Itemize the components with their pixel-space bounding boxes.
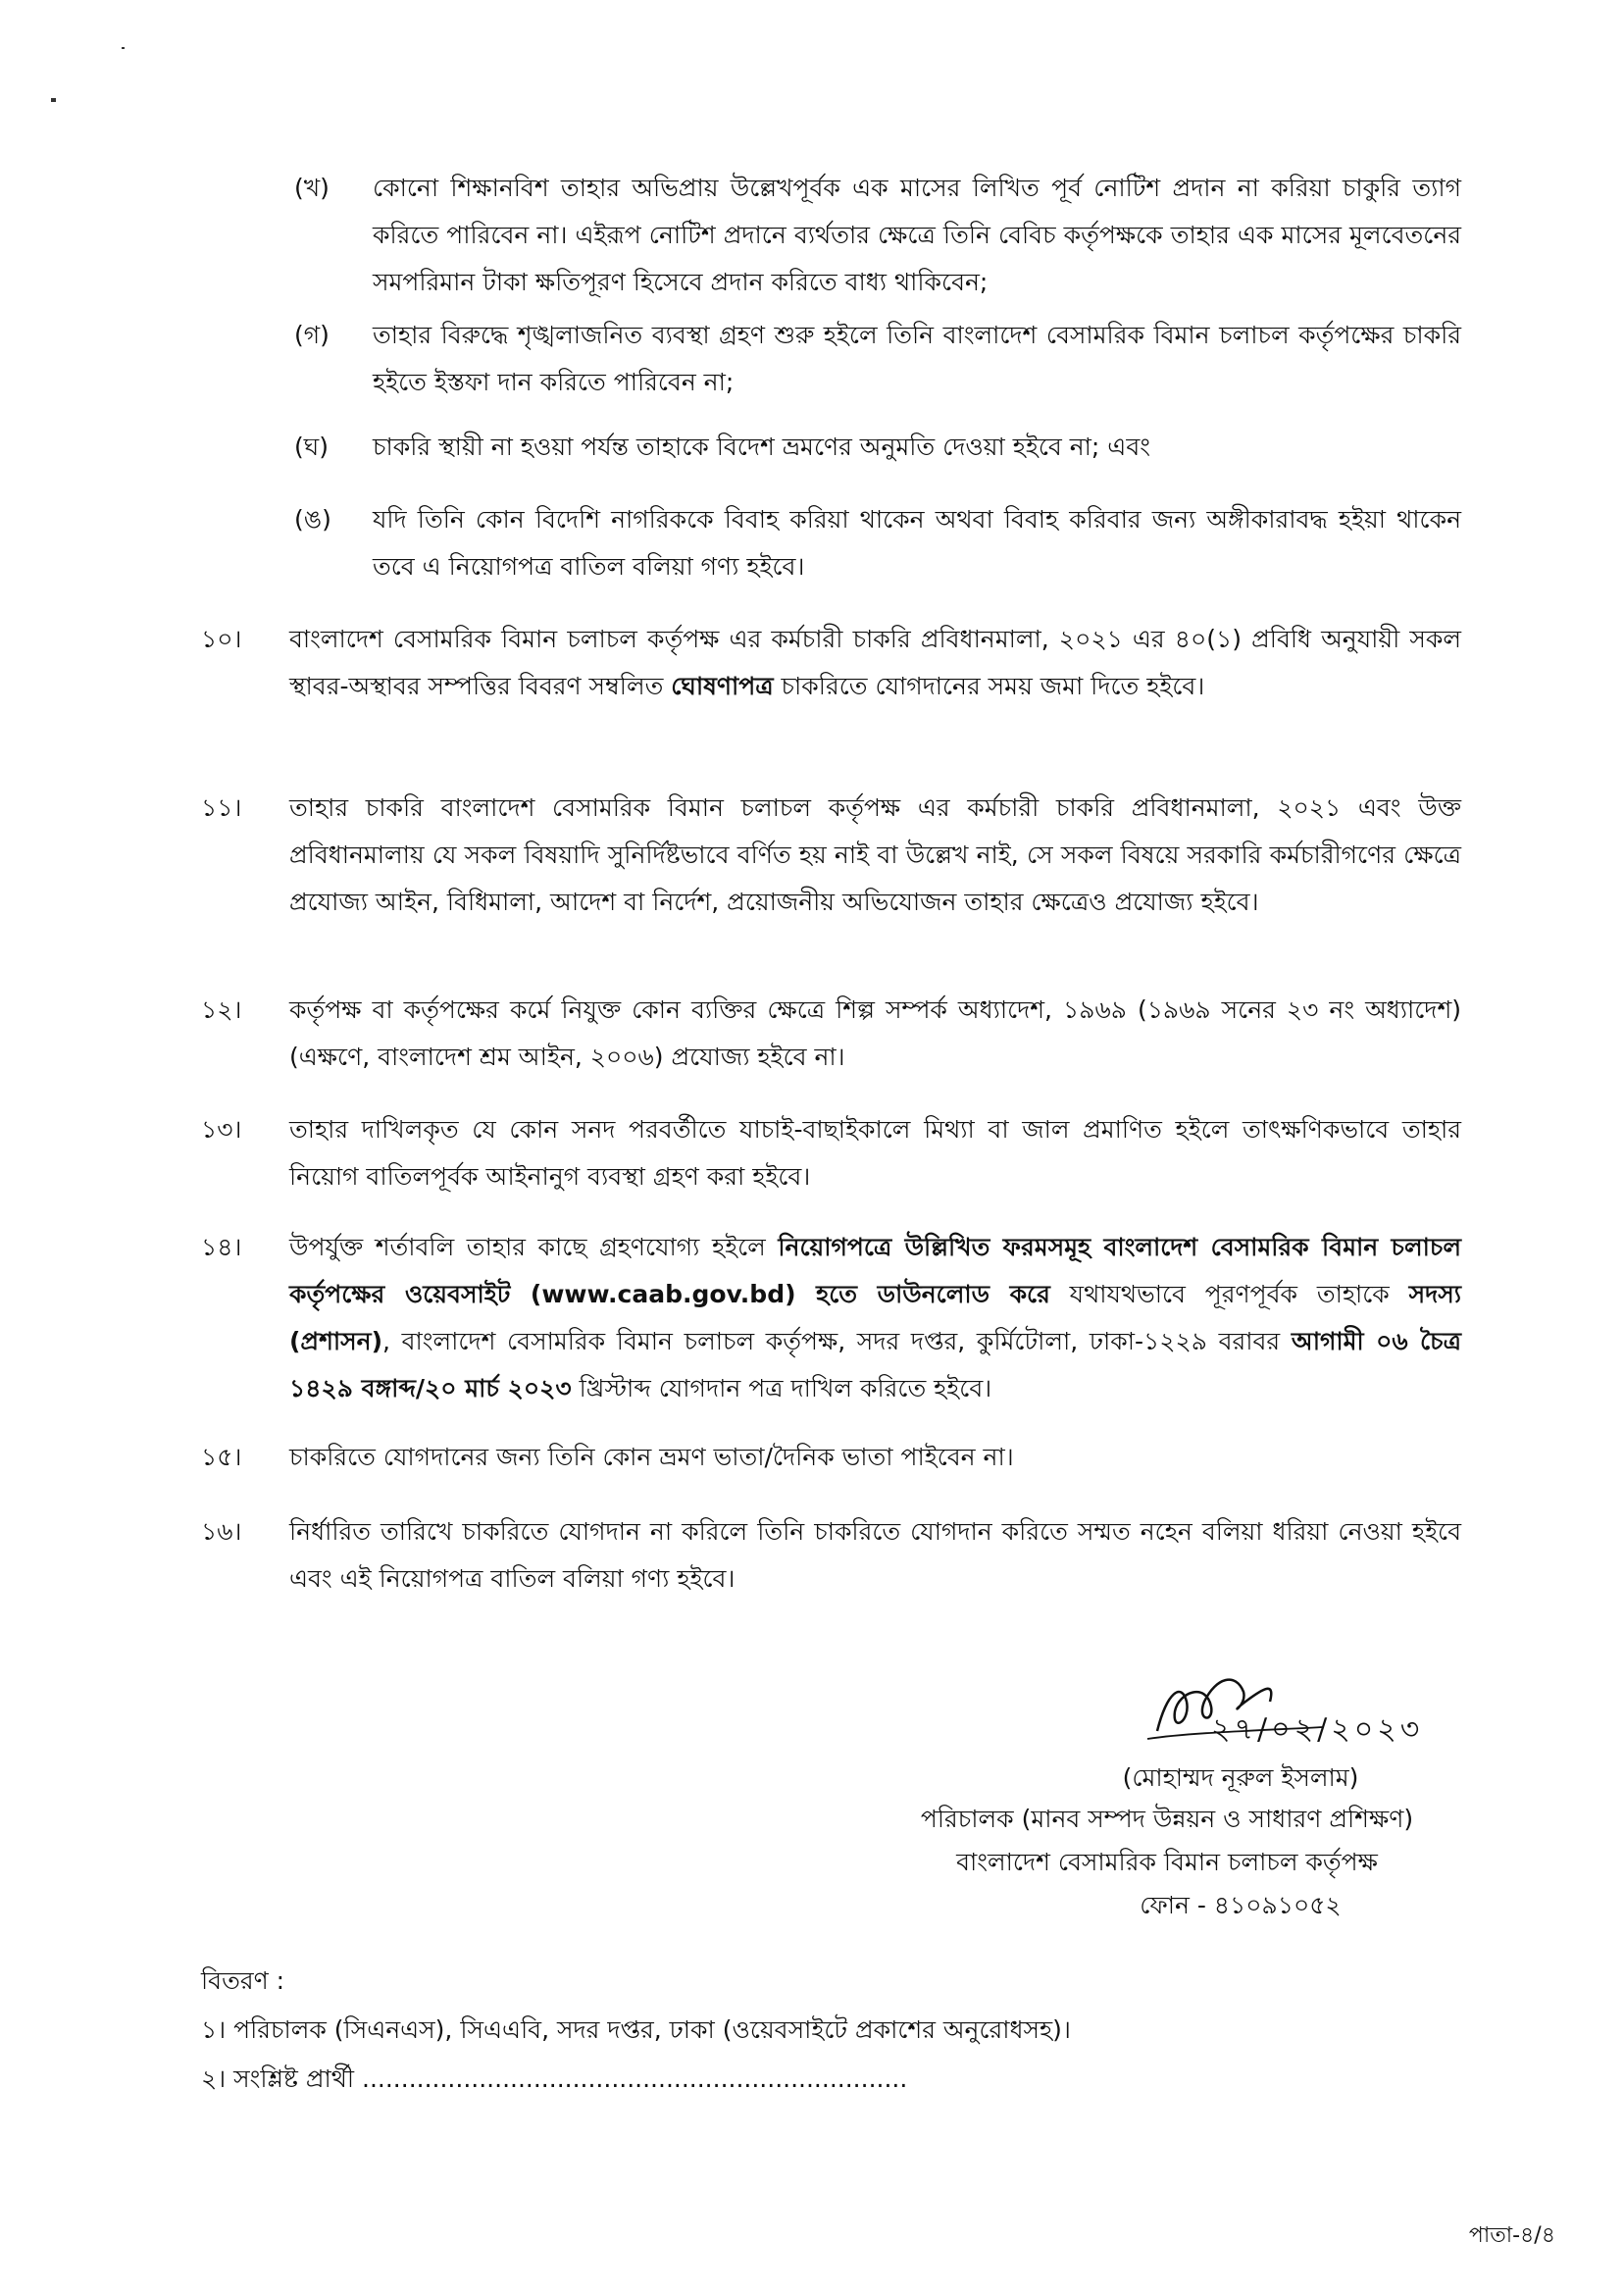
download-instruction-bold: নিয়োগপত্রে উল্লিখিত ফরমসমূহ বাংলাদেশ বেসামরিক বিমান চলাচল কর্তৃপক্ষের ওয়েবসাইট (www.caab.gov.bd) হতে ডাউনলোড করে [289,1233,1461,1308]
clause-13 [201,1106,1472,1200]
distribution-entry: ২। সংশ্লিষ্ট প্রার্থী ...................................................................... [201,2064,908,2093]
clause-text: বাংলাদেশ বেসামরিক বিমান চলাচল কর্তৃপক্ষ এর কর্মচারী চাকরি প্রবিধানমালা, ২০২১ এর ৪০(১) প্রবিধি অনুযায়ী সকল স্থাবর-অস্থাবর সম্পত্তির বিবরণ সম্বলিত ঘোষণাপত্র চাকরিতে যোগদানের সময় জমা দিতে হইবে। [289,625,1461,700]
signatory-phone: ফোন - ৪১০৯১০৫২ [1140,1891,1342,1919]
clause-text: কর্তৃপক্ষ বা কর্তৃপক্ষের কর্মে নিযুক্ত কোন ব্যক্তির ক্ষেত্রে শিল্প সম্পর্ক অধ্যাদেশ, ১৯৬৯ (১৯৬৯ সনের ২৩ নং অধ্যাদেশ) (এক্ষণে, বাংলাদেশ শ্রম আইন, ২০০৬) প্রযোজ্য হইবে না। [289,995,1461,1071]
signatory-name: (মোহাম্মদ নূরুল ইসলাম) [1122,1763,1359,1792]
clause-14 [201,1224,1472,1412]
clause-number: ১১। [201,793,242,822]
clause-12 [201,987,1472,1081]
deadline-bold: আগামী ০৬ চৈত্র ১৪২৯ বঙ্গাব্দ/২০ মার্চ ২০২৩ [289,1327,1462,1402]
signatory-designation: পরিচালক (মানব সম্পদ উন্নয়ন ও সাধারণ প্রশিক্ষণ) [920,1805,1414,1833]
scan-speck [122,47,125,49]
declaration-bold: ঘোষণাপত্র [671,672,774,700]
member-admin-bold: সদস্য (প্রশাসন) [289,1280,1461,1355]
sub-item-marker: (ঙ) [294,505,331,534]
clause-number: ১৪। [201,1233,242,1261]
scan-speck [51,98,56,102]
clause-text: উপর্যুক্ত শর্তাবলি তাহার কাছে গ্রহণযোগ্য হইলে নিয়োগপত্রে উল্লিখিত ফরমসমূহ বাংলাদেশ বেসামরিক বিমান চলাচল কর্তৃপক্ষের ওয়েবসাইট (www.caab.gov.bd) হতে ডাউনলোড করে যথাযথভাবে পূরণপূর্বক তাহাকে সদস্য (প্রশাসন), বাংলাদেশ বেসামরিক বিমান চলাচল কর্তৃপক্ষ, সদর দপ্তর, কুর্মিটোলা, ঢাকা-১২২৯ বরাবর আগামী ০৬ চৈত্র ১৪২৯ বঙ্গাব্দ/২০ মার্চ ২০২৩ খ্রিস্টাব্দ যোগদান পত্র দাখিল করিতে হইবে। [289,1233,1462,1402]
clause-number: ১৬। [201,1517,242,1546]
sub-item-ga [294,312,1471,406]
clause-text: তাহার দাখিলকৃত যে কোন সনদ পরবর্তীতে যাচাই-বাছাইকালে মিথ্যা বা জাল প্রমাণিত হইলে তাৎক্ষণিকভাবে তাহার নিয়োগ বাতিলপূর্বক আইনানুগ ব্যবস্থা গ্রহণ করা হইবে। [289,1115,1461,1191]
sub-item-text: কোনো শিক্ষানবিশ তাহার অভিপ্রায় উল্লেখপূর্বক এক মাসের লিখিত পূর্ব নোটিশ প্রদান না করিয়া চাকুরি ত্যাগ করিতে পারিবেন না। এইরূপ নোটিশ প্রদানে ব্যর্থতার ক্ষেত্রে তিনি বেবিচ কর্তৃপক্ষকে তাহার এক মাসের মূলবেতনের সমপরিমান টাকা ক্ষতিপূরণ হিসেবে প্রদান করিতে বাধ্য থাকিবেন; [373,174,1461,296]
clause-15 [201,1434,1472,1481]
page-number: পাতা-৪/৪ [1468,2223,1555,2248]
sub-item-kha [294,165,1471,306]
sub-item-marker: (খ) [294,174,330,202]
clause-number: ১২। [201,995,242,1024]
clause-text: নির্ধারিত তারিখে চাকরিতে যোগদান না করিলে তিনি চাকরিতে যোগদান করিতে সম্মত নহেন বলিয়া ধরিয়া নেওয়া হইবে এবং এই নিয়োগপত্র বাতিল বলিয়া গণ্য হইবে। [289,1517,1461,1593]
signatory-organization: বাংলাদেশ বেসামরিক বিমান চলাচল কর্তৃপক্ষ [956,1848,1378,1876]
sub-item-gha [294,424,1471,471]
handwritten-date: ২৭/০২/২০২৩ [1211,1712,1424,1747]
distribution-heading: বিতরণ : [201,1966,285,1995]
sub-item-text: চাকরি স্থায়ী না হওয়া পর্যন্ত তাহাকে বিদেশ ভ্রমণের অনুমতি দেওয়া হইবে না; এবং [373,433,1150,461]
sub-item-marker: (ঘ) [294,433,329,461]
sub-item-text: তাহার বিরুদ্ধে শৃঙ্খলাজনিত ব্যবস্থা গ্রহণ শুরু হইলে তিনি বাংলাদেশ বেসামরিক বিমান চলাচল কর্তৃপক্ষের চাকরি হইতে ইস্তফা দান করিতে পারিবেন না; [373,321,1461,396]
clause-text: চাকরিতে যোগদানের জন্য তিনি কোন ভ্রমণ ভাতা/দৈনিক ভাতা পাইবেন না। [289,1443,1014,1471]
sub-item-marker: (গ) [294,321,330,349]
clause-number: ১৩। [201,1115,242,1144]
clause-text: তাহার চাকরি বাংলাদেশ বেসামরিক বিমান চলাচল কর্তৃপক্ষ এর কর্মচারী চাকরি প্রবিধানমালা, ২০২১ এবং উক্ত প্রবিধানমালায় যে সকল বিষয়াদি সুনির্দিষ্টভাবে বর্ণিত হয় নাই বা উল্লেখ নাই, সে সকল বিষয়ে সরকারি কর্মচারীগণের ক্ষেত্রে প্রযোজ্য আইন, বিধিমালা, আদেশ বা নির্দেশ, প্রয়োজনীয় অভিযোজন তাহার ক্ষেত্রেও প্রযোজ্য হইবে। [289,793,1461,916]
clause-number: ১৫। [201,1443,242,1471]
clause-number: ১০। [201,625,242,653]
clause-10 [201,616,1472,710]
clause-11 [201,785,1472,926]
sub-item-umo [294,496,1471,590]
sub-item-text: যদি তিনি কোন বিদেশি নাগরিককে বিবাহ করিয়া থাকেন অথবা বিবাহ করিবার জন্য অঙ্গীকারাবদ্ধ হইয়া থাকেন তবে এ নিয়োগপত্র বাতিল বলিয়া গণ্য হইবে। [373,505,1461,581]
distribution-entry: ১। পরিচালক (সিএনএস), সিএএবি, সদর দপ্তর, ঢাকা (ওয়েবসাইটে প্রকাশের অনুরোধসহ)। [201,2015,1071,2044]
clause-16 [201,1508,1472,1603]
